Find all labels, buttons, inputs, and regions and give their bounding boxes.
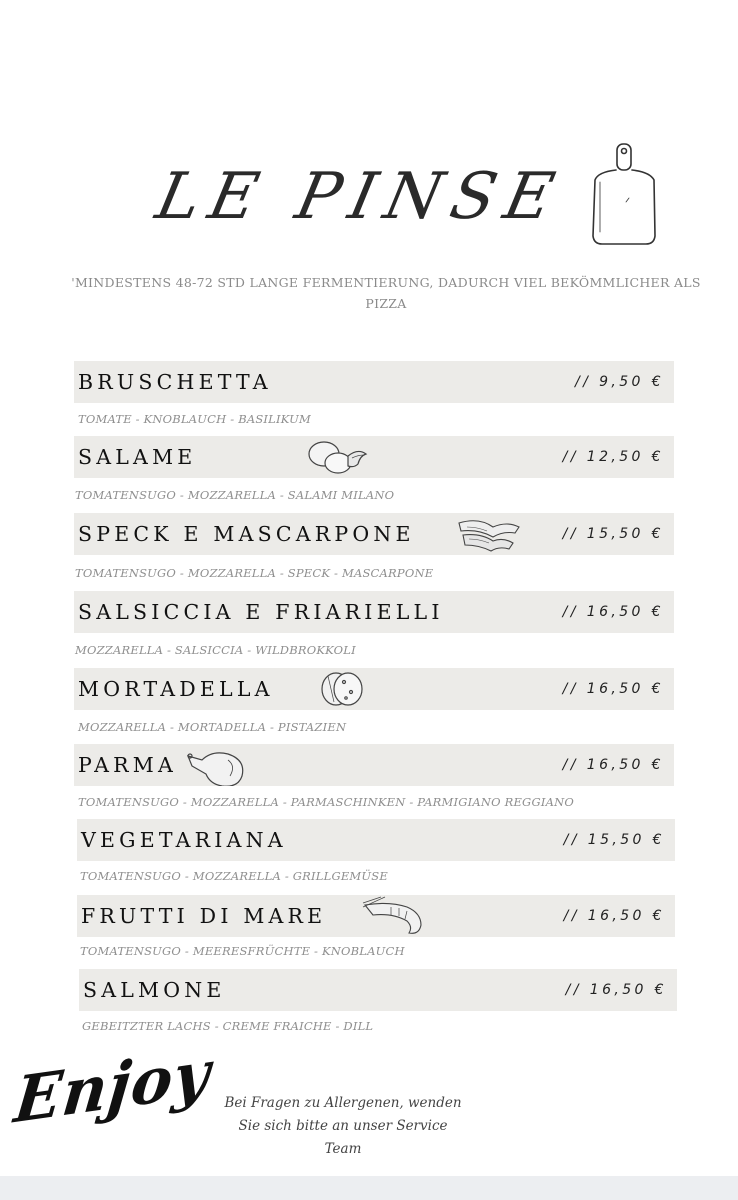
menu-item-vegetariana	[77, 819, 675, 861]
menu-item-frutti-di-mare	[77, 895, 675, 937]
item-price: // 9,50 €	[574, 374, 664, 390]
mozzarella-icon	[304, 436, 376, 478]
menu-item-parma	[74, 744, 674, 786]
menu-item-salame	[74, 436, 674, 478]
item-description: TOMATE - KNOBLAUCH - BASILIKUM	[78, 412, 312, 426]
fermentation-note: 'MINDESTENS 48-72 STD LANGE FERMENTIERUNG, DADURCH VIEL BEKÖMMLICHER ALS PIZZA	[71, 275, 701, 311]
menu-item-speck-e-mascarpone	[74, 513, 674, 555]
item-description: TOMATENSUGO - MOZZARELLA - SPECK - MASCARPONE	[75, 566, 434, 580]
title-block	[140, 150, 580, 260]
item-description: TOMATENSUGO - MOZZARELLA - GRILLGEMÜSE	[80, 869, 388, 883]
item-price: // 16,50 €	[562, 681, 664, 697]
bottom-strip	[0, 1176, 738, 1200]
item-name: SALAME	[78, 445, 197, 469]
enjoy-signature	[8, 1035, 215, 1160]
item-price: // 16,50 €	[562, 757, 664, 773]
item-price: // 15,50 €	[562, 526, 664, 542]
item-name: SPECK E MASCARPONE	[78, 522, 415, 546]
mortadella-icon	[318, 668, 368, 710]
enjoy-text: Enjoy	[11, 1035, 215, 1138]
item-price: // 16,50 €	[565, 982, 667, 998]
item-description: GEBEITZTER LACHS - CREME FRAICHE - DILL	[82, 1019, 374, 1033]
item-description: MOZZARELLA - SALSICCIA - WILDBROKKOLI	[75, 643, 356, 657]
menu-item-salsiccia-e-friarielli	[74, 591, 674, 633]
speck-icon	[452, 513, 526, 555]
item-name: VEGETARIANA	[81, 828, 287, 852]
item-price: // 15,50 €	[563, 832, 665, 848]
item-name: SALSICCIA E FRIARIELLI	[78, 600, 444, 624]
item-description: TOMATENSUGO - MEERESFRÜCHTE - KNOBLAUCH	[80, 944, 405, 958]
item-price: // 16,50 €	[563, 908, 665, 924]
item-price: // 12,50 €	[562, 449, 664, 465]
page-title: LE PINSE	[149, 160, 571, 234]
allergen-note: Bei Fragen zu Allergenen, wenden Sie sich bitte an unser Service Team	[224, 1095, 462, 1157]
item-description: TOMATENSUGO - MOZZARELLA - PARMASCHINKEN - PARMIGIANO REGGIANO	[78, 795, 574, 809]
shrimp-icon	[361, 895, 427, 937]
menu-item-salmone	[79, 969, 677, 1011]
item-description: TOMATENSUGO - MOZZARELLA - SALAMI MILANO	[75, 488, 395, 502]
ham-icon	[184, 744, 250, 786]
item-name: MORTADELLA	[78, 677, 274, 701]
cutting-board-icon	[588, 140, 660, 250]
item-price: // 16,50 €	[562, 604, 664, 620]
item-name: PARMA	[78, 753, 177, 777]
menu-item-mortadella	[74, 668, 674, 710]
item-description: MOZZARELLA - MORTADELLA - PISTAZIEN	[78, 720, 347, 734]
item-name: BRUSCHETTA	[78, 370, 272, 394]
item-name: FRUTTI DI MARE	[81, 904, 327, 928]
menu-item-bruschetta	[74, 361, 674, 403]
item-name: SALMONE	[83, 978, 226, 1002]
